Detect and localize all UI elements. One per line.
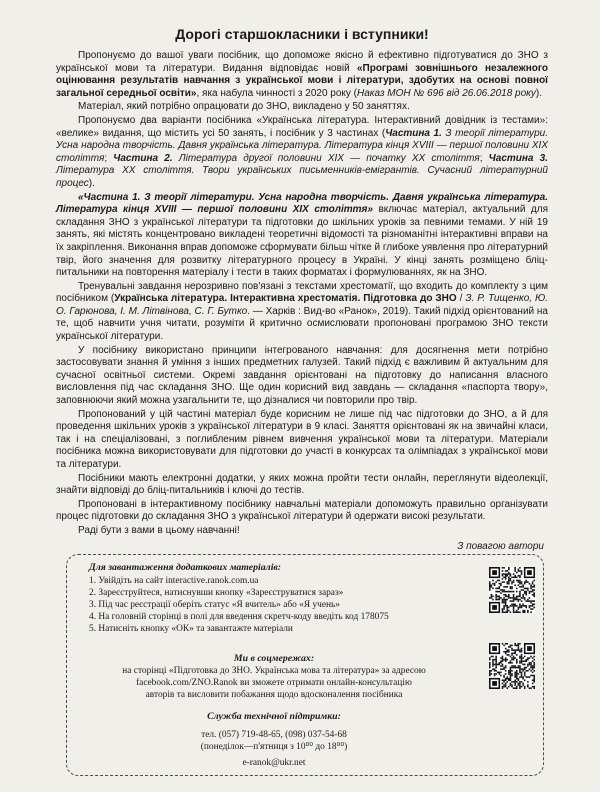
text-run: З теорії літератури. Усна народна творчість. Давня українська література. Література кінця XVIII — першої половини XIX століття	[56, 127, 548, 164]
download-step: 1. Увійдіть на сайт interactive.ranok.com.ua	[89, 576, 259, 586]
text-run: . — Харків : Вид-во «Ранок», 2019). Такий підхід орієнтований на те, щоб навчити учня читати, розуміти й критично осмислювати пропоновані програмою ЗНО тексти української літератури.	[56, 305, 548, 343]
download-step: 2. Зареєструйтеся, натиснувши кнопку «Зареєструватися зараз»	[89, 588, 344, 598]
text-run: Пропонуємо два варіанти посібника «Українська література. Інтерактивний довідник із тестами»: «велике» видання, що містить усі 50 занять, і посібник у 3 частинах (	[56, 114, 548, 139]
preface-body	[56, 50, 548, 538]
paragraph	[56, 281, 548, 344]
social-line: facebook.com/ZNO.Ranok ви зможете отримати онлайн-консультацію	[136, 678, 412, 688]
paragraph	[56, 473, 548, 498]
paragraph	[56, 192, 548, 280]
social-title: Ми в соцмережах:	[233, 653, 315, 664]
support-hours: (понеділок—п'ятниця з 10⁰⁰ до 18⁰⁰)	[200, 742, 348, 752]
download-step: 5. Натисніть кнопку «ОК» та завантажте матеріали	[89, 624, 293, 634]
download-title: Для завантаження додаткових матеріалів:	[89, 562, 282, 573]
text-run: З. Р. Тищенко, Ю. О. Гарюнова, І. М. Літвінова, С. Г. Бутко	[56, 293, 548, 317]
text-run: Пропоновані в інтерактивному посібнику навчальні матеріали допоможуть правильно організувати процес підготовки до складання ЗНО з української літератури й одержати високі результати.	[56, 498, 548, 523]
paragraph	[56, 345, 548, 408]
text-run: Література XX століття. Твори українських письменників-емігрантів. Сучасний літературний процес	[56, 165, 548, 189]
qr-code-icon[interactable]	[489, 567, 535, 613]
text-run: Пропонуємо до вашої уваги посібник, що допоможе якісно й ефективно підготуватися до ЗНО з української мови та літератури. Видання відповідає новій	[56, 50, 548, 74]
text-run: /	[456, 293, 466, 305]
paragraph	[56, 525, 548, 538]
text-run: Література другої половини XIX — початку XX століття	[172, 152, 480, 164]
text-run: «Програмі зовнішнього незалежного оцінювання результатів навчання з української мови і літератури, здобутих на основі повної загальної середньої освіти»	[56, 62, 548, 99]
download-steps	[89, 575, 459, 635]
text-run: Раді бути з вами в цьому навчанні!	[78, 524, 240, 536]
support-section	[89, 711, 459, 769]
support-title: Служба технічної підтримки:	[207, 711, 341, 722]
text-run: Частина 2.	[113, 152, 173, 164]
text-run: ;	[479, 152, 489, 164]
social-line: авторів та висловити побажання щодо вдосконалення посібника	[145, 690, 403, 700]
text-run: Частина 3.	[488, 152, 548, 164]
social-line: на сторінці «Підготовка до ЗНО. Українська мова та література» за адресою	[122, 666, 426, 676]
text-run: ;	[104, 152, 114, 164]
text-run: Посібники мають електронні додатки, у яких можна пройти тести онлайн, переглянути відеолекції, знайти відповіді до бліц-питальників і ключі до тестів.	[56, 472, 548, 497]
text-run: Українська література. Інтерактивна хрестоматія. Підготовка до ЗНО	[114, 293, 457, 305]
text-run: Частина 1.	[385, 127, 442, 139]
paragraph	[56, 115, 548, 191]
text-run: ).	[535, 87, 542, 99]
text-run: Матеріал, який потрібно опрацювати до ЗНО, викладено у 50 заняттях.	[78, 101, 410, 113]
text-run: «Частина 1. З теорії літератури. Усна народна творчість. Давня українська література. Література кінця XVIII — першої половини XIX століття»	[56, 191, 548, 216]
text-run: Пропонований у цій частині матеріал буде корисним не лише під час підготовки до ЗНО, а й для проведення шкільних уроків з української літератури в 9 класі. Заняття орієнтовані як на звичайні класи, так і на спеціалізовані, з поглибленим рівнем вивчення української мови та літератури. Матеріали посібника можна використовувати для підготовки до участі в конкурсах та олімпіадах з української мови та літератури.	[56, 408, 548, 470]
paragraph	[56, 499, 548, 524]
paragraph	[56, 101, 548, 114]
text-run: У посібнику використано принципи інтегрованого навчання: для досягнення мети потрібно застосовувати знання й уміння з інших предметних галузей. Такий підхід є важливим й актуальним для сучасної освітньої системи. Окремі завдання орієнтовані на підготовку до написання власного висловлення під час складання ЗНО. Ще один корисний вид завдань — складання «паспорта твору», заповнюючи який можна узагальнити те, що дізналися чи повторили про твір.	[56, 344, 548, 407]
text-run: , яка набула чинності з 2020 року (	[196, 87, 358, 99]
qr-code-icon[interactable]	[489, 643, 535, 689]
support-phone: тел. (057) 719-48-65, (098) 037-54-68	[201, 730, 347, 740]
paragraph	[56, 409, 548, 472]
text-run: включає матеріал, актуальний для складання ЗНО з української літератури та підготовки до шкільних уроків за певними темами. У ній 19 занять, які містять концентровано викладені теоретичні відомості та різноманітні інтерактивні вправи на їх закріплення. Виконання вправ допоможе сформувати більш чітке й глибоке уявлення про літературний твір, його значення для розвитку літературного процесу в Україні. У кінці занять розміщено бліц-питальники на повторення матеріалу і тести в таких форматах і формулюваннях, як на ЗНО.	[56, 204, 548, 279]
text-run: ).	[88, 177, 95, 189]
info-box	[66, 554, 544, 776]
page-title: Дорогі старшокласники і вступники!	[175, 26, 429, 42]
support-email: e-ranok@ukr.net	[242, 758, 306, 768]
social-section	[89, 653, 459, 701]
text-run: Тренувальні завдання нерозривно пов'язані з текстами хрестоматії, що входить до комплекту з цим посібником (	[56, 280, 548, 305]
paragraph	[56, 50, 548, 100]
download-step: 4. На головній сторінці в полі для введення скретч-коду введіть код 178075	[89, 612, 389, 622]
signature: З повагою автори	[457, 540, 544, 552]
download-step: 3. Під час реєстрації оберіть статус «Я вчитель» або «Я учень»	[89, 600, 340, 610]
text-run: Наказ МОН № 696 від 26.06.2018 року	[357, 87, 536, 99]
